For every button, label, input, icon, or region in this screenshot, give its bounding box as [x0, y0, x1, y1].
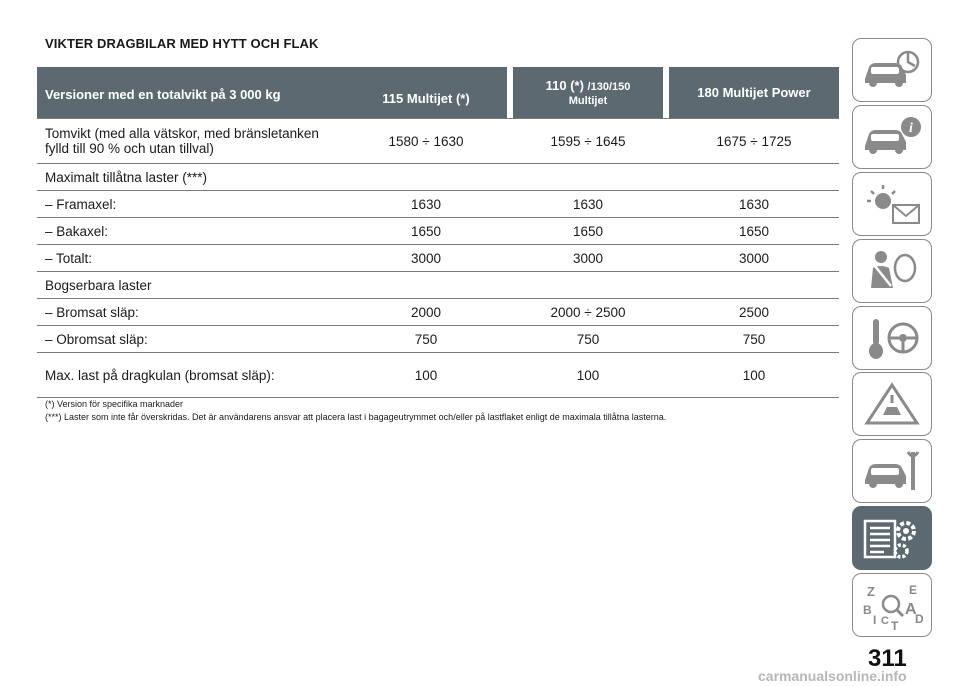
row-label: – Bakaxel:	[37, 218, 345, 245]
cell-value: 100	[513, 353, 663, 398]
row-label: – Bromsat släp:	[37, 299, 345, 326]
row-label: – Obromsat släp:	[37, 326, 345, 353]
cell-value	[669, 164, 839, 191]
tab-starting-driving[interactable]	[852, 306, 932, 370]
header-180-multijet-power: 180 Multijet Power	[669, 67, 839, 118]
header-110-small: /130/150	[587, 81, 631, 93]
header-versions: Versioner med en totalvikt på 3 000 kg	[37, 67, 345, 118]
page-number: 311	[868, 645, 907, 672]
car-info-icon	[859, 112, 925, 162]
cell-value	[345, 164, 507, 191]
cell-value: 1580 ÷ 1630	[345, 118, 507, 164]
cell-value: 1650	[345, 218, 507, 245]
tab-index[interactable]	[852, 573, 932, 637]
index-letter: E	[909, 583, 918, 597]
cell-value: 1650	[513, 218, 663, 245]
tab-dashboard[interactable]	[852, 38, 932, 102]
warning-triangle-icon	[859, 379, 925, 429]
table-row	[37, 272, 839, 299]
tab-technical-data[interactable]	[852, 506, 932, 570]
cell-value: 2000	[345, 299, 507, 326]
cell-value: 1595 ÷ 1645	[513, 118, 663, 164]
table-row	[37, 245, 839, 272]
footnotes	[45, 398, 845, 424]
header-110-line2: Multijet	[568, 95, 608, 107]
car-dashboard-icon	[859, 45, 925, 95]
row-label: – Totalt:	[37, 245, 345, 272]
cell-value	[513, 164, 663, 191]
table-header-row	[37, 67, 839, 118]
row-label: Max. last på dragkulan (bromsat släp):	[37, 353, 345, 398]
tab-warning-lights[interactable]	[852, 172, 932, 236]
cell-value: 1630	[345, 191, 507, 218]
cell-value: 1675 ÷ 1725	[669, 118, 839, 164]
table-row	[37, 299, 839, 326]
watermark: carmanualsonline.info	[758, 668, 907, 684]
table-row	[37, 353, 839, 398]
table-row	[37, 218, 839, 245]
cell-value: 3000	[669, 245, 839, 272]
row-label: – Framaxel:	[37, 191, 345, 218]
index-letter: T	[891, 619, 899, 630]
weights-table	[37, 67, 839, 398]
car-wrench-icon	[859, 446, 925, 496]
table-row	[37, 118, 839, 164]
index-letter: A	[905, 601, 917, 618]
index-letter: Z	[867, 584, 875, 599]
seatbelt-airbag-icon	[859, 246, 925, 296]
alphabetical-index-icon	[859, 580, 925, 630]
footnote: (***) Laster som inte får överskridas. Det är användarens ansvar att placera last i bagageutrymmet och/eller på lastflaket enligt de maximala tillåtna lasterna.	[45, 412, 667, 422]
cell-value: 750	[669, 326, 839, 353]
cell-value	[669, 272, 839, 299]
header-110-main: 110 (*)	[545, 78, 584, 93]
table-row	[37, 191, 839, 218]
cell-value: 750	[513, 326, 663, 353]
cell-value: 2000 ÷ 2500	[513, 299, 663, 326]
table-row	[37, 164, 839, 191]
index-letter: D	[915, 612, 924, 626]
index-letter: I	[873, 613, 877, 627]
cell-value: 1630	[513, 191, 663, 218]
technical-data-icon	[859, 513, 925, 563]
svg-text:i: i	[909, 121, 913, 136]
cell-value: 100	[669, 353, 839, 398]
tab-maintenance[interactable]	[852, 439, 932, 503]
footnote: (*) Version för specifika marknader	[45, 399, 184, 409]
cell-value: 2500	[669, 299, 839, 326]
warning-light-message-icon	[859, 179, 925, 229]
key-steering-wheel-icon	[859, 313, 925, 363]
cell-value	[345, 272, 507, 299]
cell-value: 3000	[345, 245, 507, 272]
cell-value	[513, 272, 663, 299]
row-label: Bogserbara laster	[37, 272, 345, 299]
table-row	[37, 326, 839, 353]
header-115-multijet: 115 Multijet (*)	[345, 67, 507, 118]
cell-value: 1650	[669, 218, 839, 245]
cell-value: 3000	[513, 245, 663, 272]
row-label: Maximalt tillåtna laster (***)	[37, 164, 345, 191]
index-letter: C	[881, 615, 889, 627]
tab-safety[interactable]	[852, 239, 932, 303]
tab-emergency[interactable]	[852, 372, 932, 436]
row-label: Tomvikt (med alla vätskor, med bränsletanken fylld till 90 % och utan tillval)	[37, 118, 345, 164]
tab-car-info[interactable]	[852, 105, 932, 169]
cell-value: 1630	[669, 191, 839, 218]
section-title: VIKTER DRAGBILAR MED HYTT OCH FLAK	[45, 36, 319, 51]
index-letter: B	[863, 603, 872, 617]
cell-value: 100	[345, 353, 507, 398]
header-110-130-150-multijet	[513, 67, 663, 118]
cell-value: 750	[345, 326, 507, 353]
